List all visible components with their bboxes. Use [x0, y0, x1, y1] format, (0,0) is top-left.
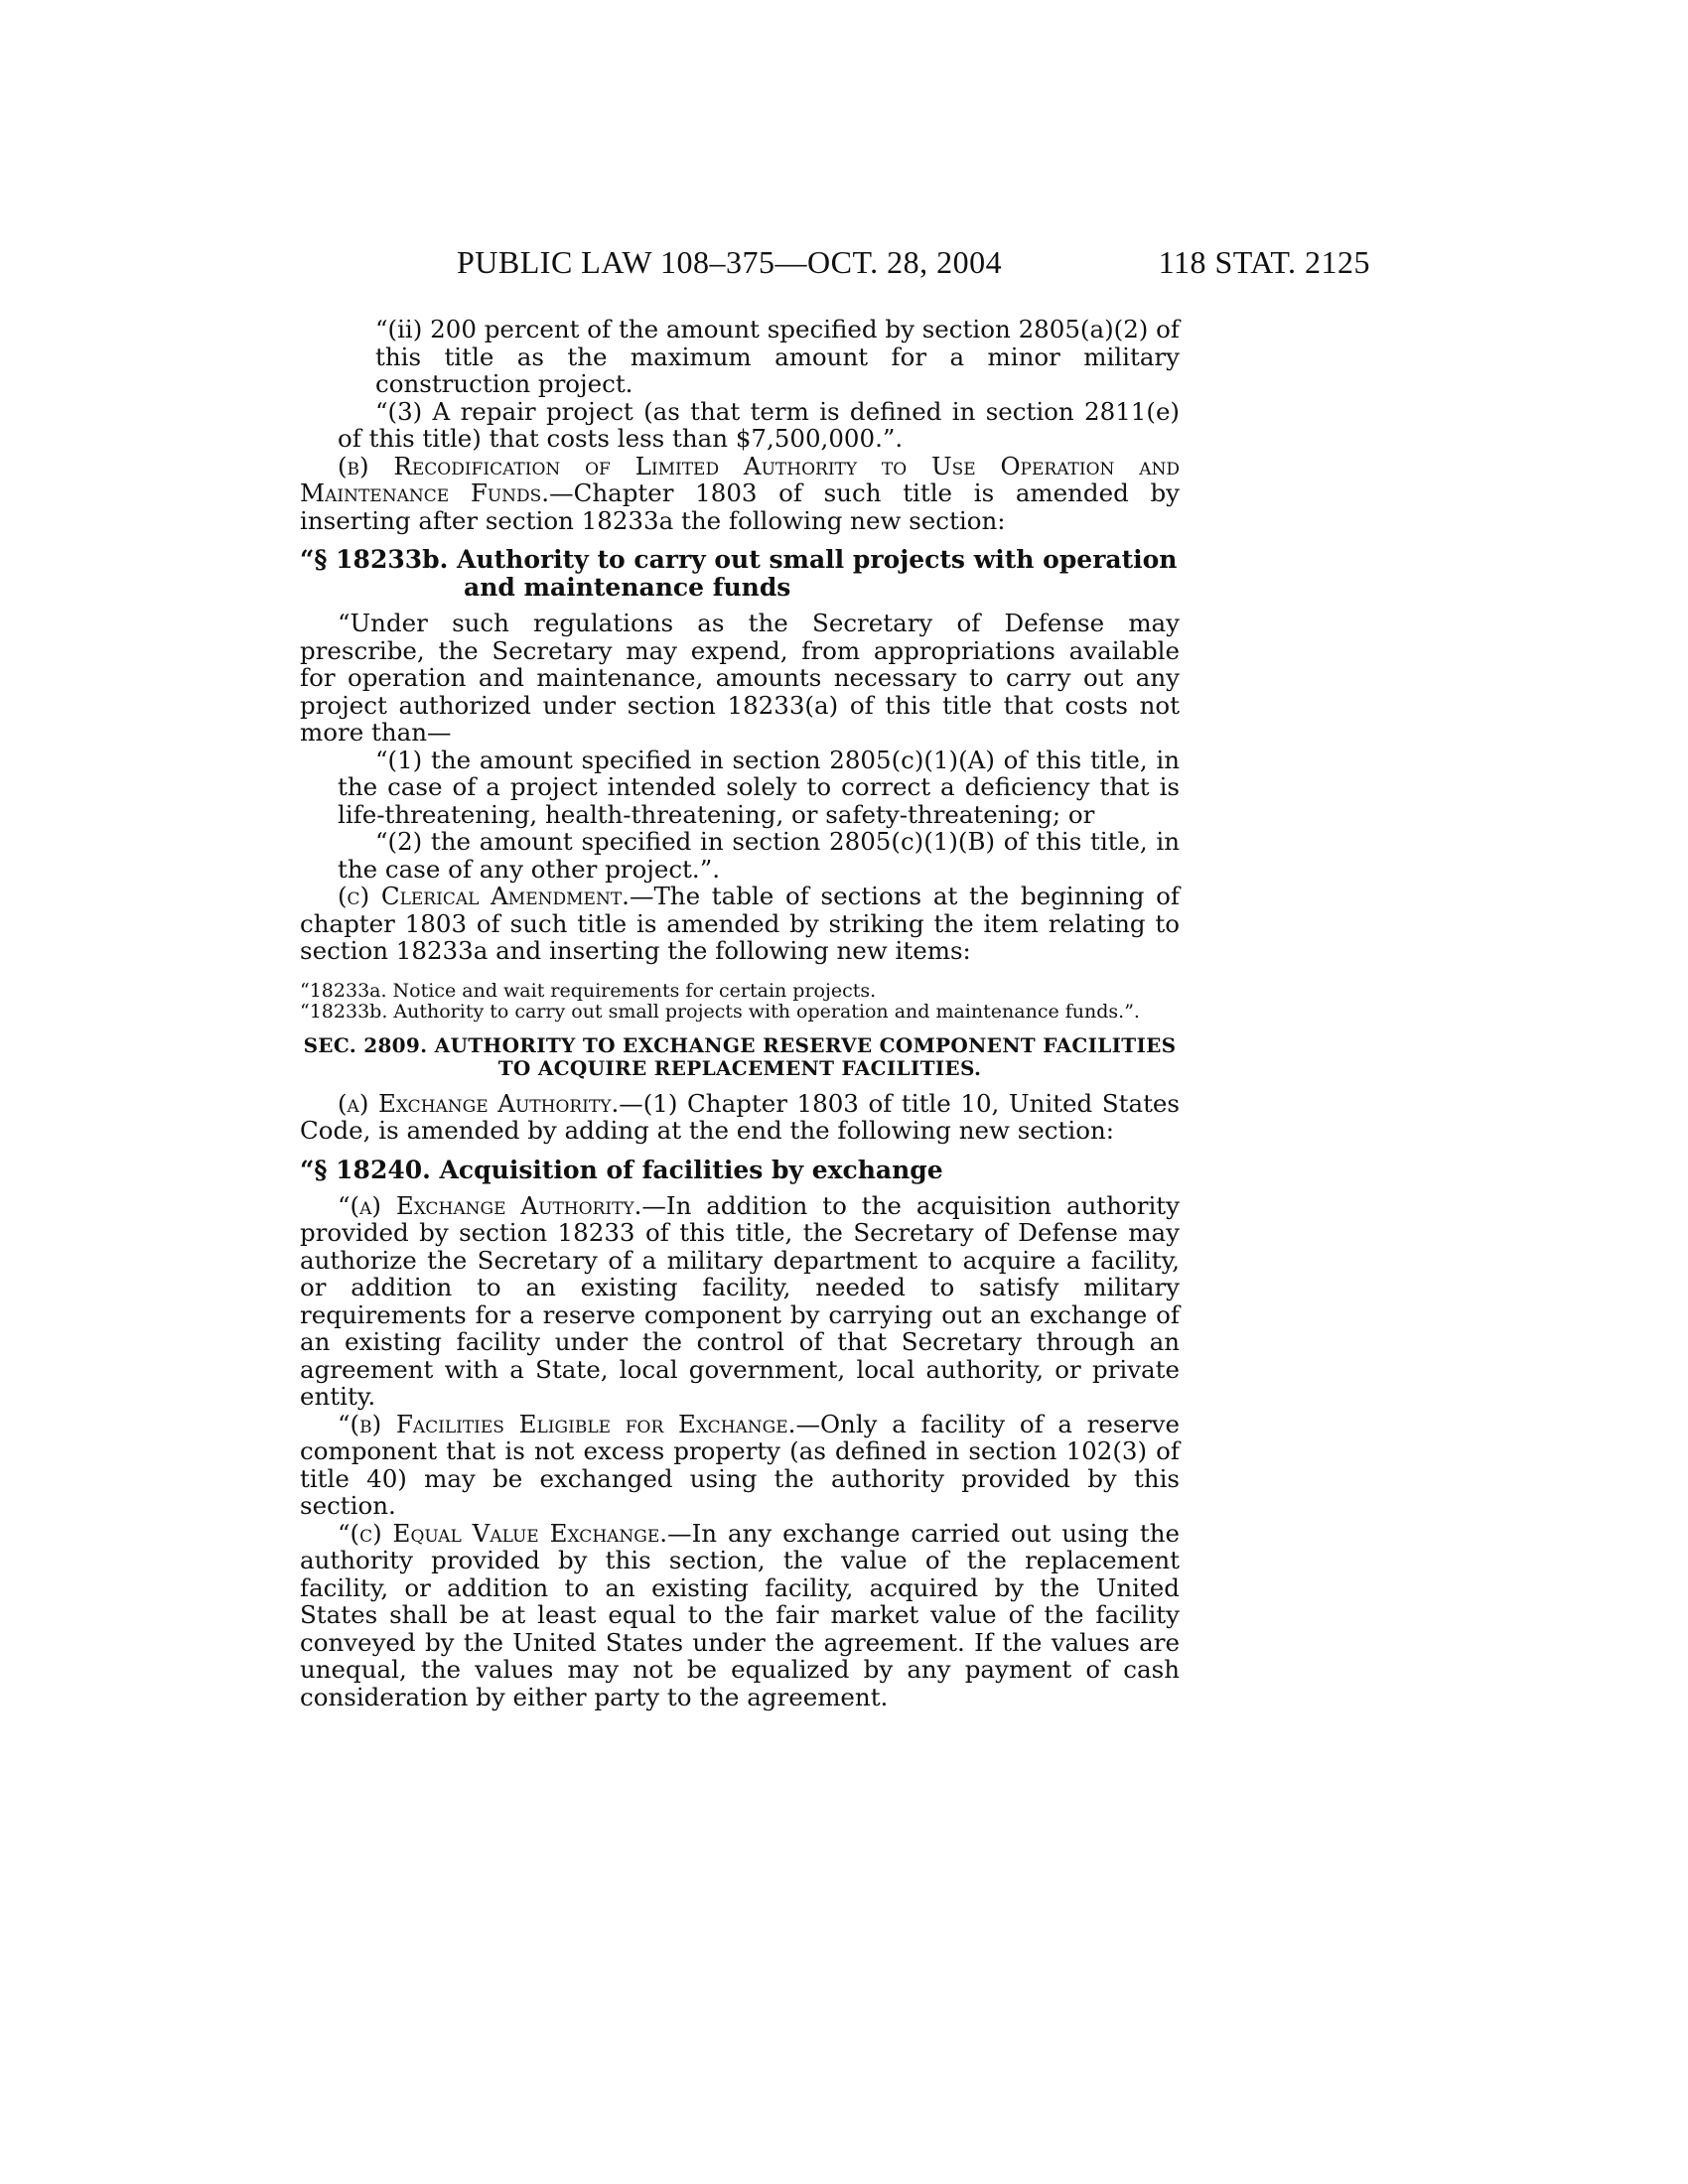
subsection-b-label: (b) Recodification of Limited Authority to Use Operation and Maintenance Funds. — [300, 451, 1180, 507]
section-18233b-text: “Under such regulations as the Secretary of Defense may prescribe, the Secretary may expend, from appropriations available for operation and maintenance, amounts necessary to carry out any project authorized under section 18233(a) of this title that costs not more than— — [300, 609, 1180, 747]
sec-2809-a-label: (a) Exchange Authority. — [338, 1088, 620, 1118]
section-18240-c — [300, 1520, 1180, 1711]
running-head: PUBLIC LAW 108–375—OCT. 28, 2004 — [457, 244, 1003, 280]
table-of-sections — [300, 981, 1180, 1023]
sec-2809-a-text: —(1) Chapter 1803 of title 10, United States Code, is amended by adding at the end the following new section: — [300, 1088, 1180, 1145]
sec-2809-heading: SEC. 2809. AUTHORITY TO EXCHANGE RESERVE COMPONENT FACILITIES TO ACQUIRE REPLACEMENT FACILITIES. — [303, 1032, 1177, 1080]
section-18240-b — [300, 1411, 1180, 1520]
subsection-b-text: —Chapter 1803 of such title is amended by inserting after section 18233a the following new section: — [300, 478, 1180, 535]
subsection-b — [300, 453, 1180, 535]
section-heading-18233b: “§ 18233b. Authority to carry out small projects with operation and maintenance funds — [300, 545, 1178, 602]
section-heading-18240: “§ 18240. Acquisition of facilities by exchange — [300, 1155, 943, 1184]
sec-2809-subsection-a — [300, 1090, 1180, 1145]
paragraph-1: “(1) the amount specified in section 2805(c)(1)(A) of this title, in the case of a project intended solely to correct a deficiency that is life-threatening, health-threatening, or safety-threatening; or — [338, 745, 1180, 829]
subsection-c — [300, 883, 1180, 965]
section-18240-c-text: —In any exchange carried out using the authority provided by this section, the value of the replacement facility, or addition to an existing facility, acquired by the United States shall be at least equal to the fair market value of the facility conveyed by the United States under the agreement. If the values are unequal, the values may not be equalized by any payment of cash consideration by either party to the agreement. — [300, 1518, 1180, 1711]
section-18240-a — [300, 1192, 1180, 1411]
section-18240-b-text: —Only a facility of a reserve component that is not excess property (as defined in section 102(3) of title 40) may be exchanged using the authority provided by this section. — [300, 1409, 1180, 1520]
toc-item-18233a: “18233a. Notice and wait requirements for certain projects. — [300, 979, 877, 1002]
section-18240-a-label: “(a) Exchange Authority. — [338, 1190, 642, 1220]
section-18240-b-label: “(b) Facilities Eligible for Exchange. — [338, 1409, 796, 1438]
paragraph-ii: “(ii) 200 percent of the amount specified by section 2805(a)(2) of this title as the maximum amount for a minor military construction project. — [375, 315, 1180, 398]
section-18240-a-text: —In addition to the acquisition authority provided by section 18233 of this title, the Secretary of Defense may authorize the Secretary of a military department to acquire a facility, or addition to an existing facility, needed to satisfy military requirements for a reserve component by carrying out an exchange of an existing facility under the control of that Secretary through an agreement with a State, local government, local authority, or private entity. — [300, 1190, 1180, 1411]
section-18240-c-label: “(c) Equal Value Exchange. — [338, 1518, 668, 1548]
toc-item-18233b: “18233b. Authority to carry out small projects with operation and maintenance funds.”. — [300, 1000, 1140, 1023]
stat-page-number: 118 STAT. 2125 — [1158, 244, 1370, 280]
document-body — [300, 316, 1180, 1710]
paragraph-2: “(2) the amount specified in section 2805(c)(1)(B) of this title, in the case of any other project.”. — [338, 827, 1180, 884]
paragraph-3: “(3) A repair project (as that term is defined in section 2811(e) of this title) that costs less than $7,500,000.”. — [338, 396, 1180, 453]
subsection-c-label: (c) Clerical Amendment. — [338, 882, 630, 910]
subsection-c-text: —The table of sections at the beginning of chapter 1803 of such title is amended by striking the item relating to section 18233a and inserting the following new items: — [300, 882, 1180, 965]
